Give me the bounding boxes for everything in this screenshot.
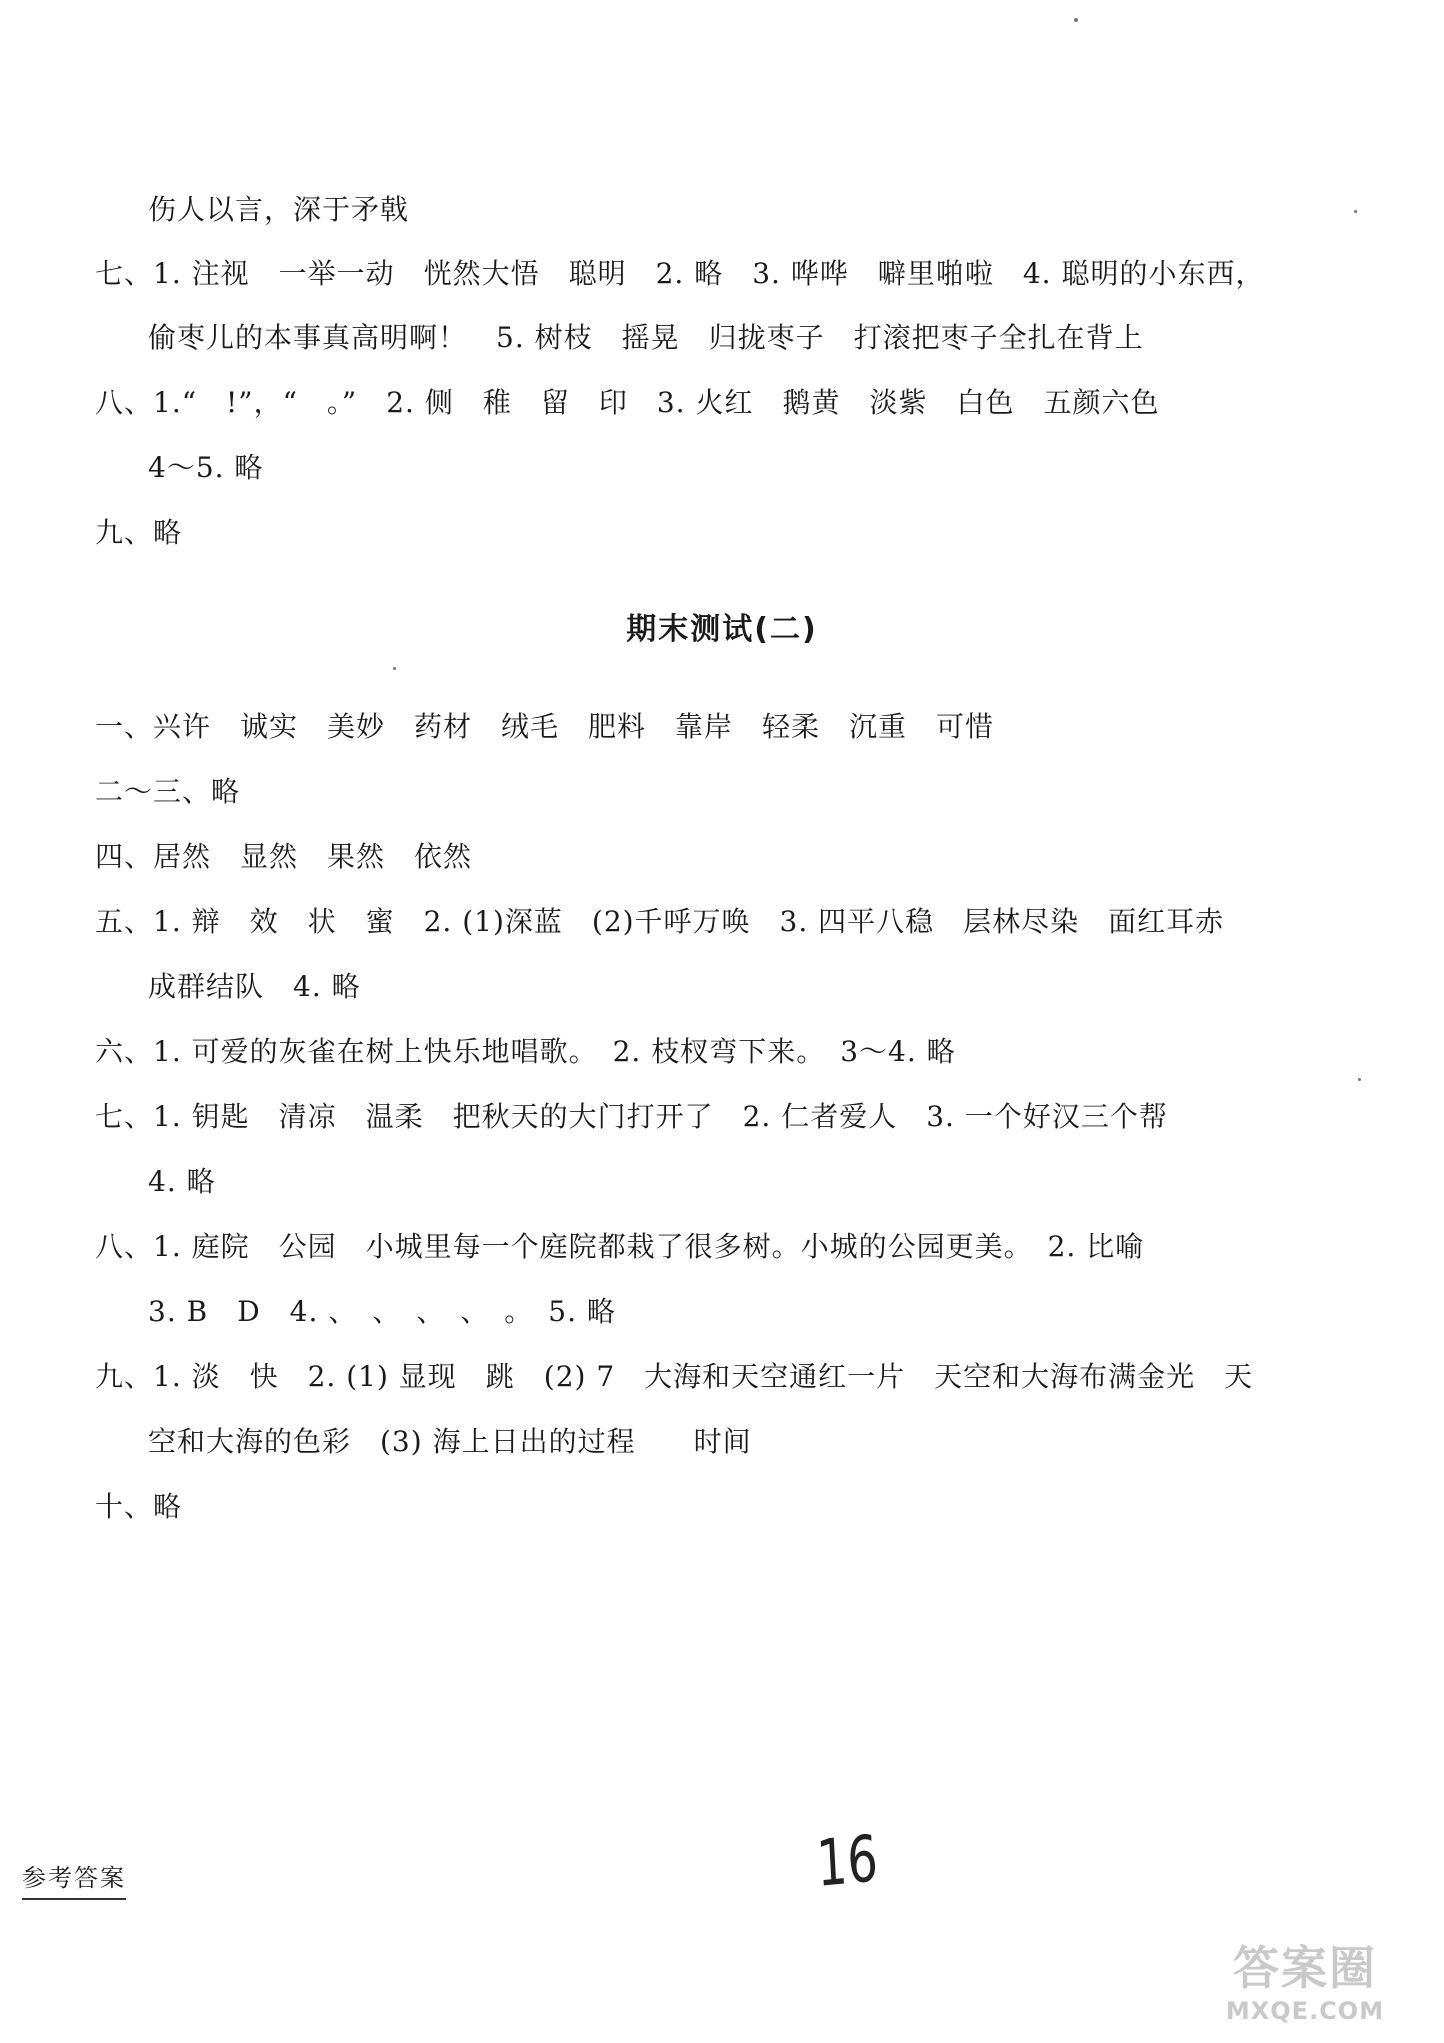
answer-line-qi-1-cont: 偷枣儿的本事真高明啊！ 5. 树枝 摇晃 归拢枣子 打滚把枣子全扎在背上 <box>148 321 1144 354</box>
answer-line-jiu-2-cont: 空和大海的色彩 (3) 海上日出的过程 时间 <box>148 1425 752 1458</box>
answer-line-jiu-2: 九、1. 淡 快 2. (1) 显现 跳 (2) 7 大海和天空通红一片 天空和大海布满金光 天 <box>95 1360 1254 1393</box>
answer-line-yi: 一、兴许 诚实 美妙 药材 绒毛 肥料 靠岸 轻柔 沉重 可惜 <box>95 710 995 743</box>
answer-line-liu: 六、1. 可爱的灰雀在树上快乐地唱歌。 2. 枝杈弯下来。 3～4. 略 <box>95 1035 956 1068</box>
answer-line-qi-2: 七、1. 钥匙 清凉 温柔 把秋天的大门打开了 2. 仁者爱人 3. 一个好汉三个帮 <box>95 1100 1168 1133</box>
answer-line-wu: 五、1. 辩 效 状 蜜 2. (1)深蓝 (2)千呼万唤 3. 四平八稳 层林尽染 面红耳赤 <box>95 905 1225 938</box>
answer-line-wu-cont: 成群结队 4. 略 <box>148 970 361 1003</box>
watermark-title: 答案圈 <box>1233 1941 1377 1995</box>
scan-speck <box>1354 210 1357 213</box>
answer-line-qi-1: 七、1. 注视 一举一动 恍然大悟 聪明 2. 略 3. 哗哗 噼里啪啦 4. 聪明的小东西， <box>95 257 1265 290</box>
footer-label: 参考答案 <box>22 1862 126 1900</box>
answer-line-qi-2-cont: 4. 略 <box>148 1165 216 1198</box>
scan-speck <box>393 667 396 670</box>
answer-line-er-san: 二～三、略 <box>95 775 241 808</box>
page-number: 16 <box>814 1822 880 1902</box>
watermark-url: MXQE.COM <box>1225 1997 1385 2025</box>
answer-line-ba-2: 八、1. 庭院 公园 小城里每一个庭院都栽了很多树。小城的公园更美。 2. 比喻 <box>95 1230 1145 1263</box>
scan-speck <box>1074 18 1078 22</box>
section-title: 期末测试(二) <box>626 612 818 647</box>
answer-line-shi: 十、略 <box>95 1490 183 1523</box>
answer-line-ba-2-cont: 3. B D 4. 、 、 、 、 。 5. 略 <box>148 1295 616 1328</box>
watermark-logo <box>1180 1940 1430 2035</box>
answer-line-jiu: 九、略 <box>95 516 183 549</box>
answer-line-ba-4-5: 4～5. 略 <box>148 451 264 484</box>
answer-line-shanren: 伤人以言，深于矛戟 <box>148 193 410 226</box>
scan-speck <box>1358 1078 1361 1081</box>
answer-line-ba-1: 八、1.“ !”，“ 。” 2. 侧 稚 留 印 3. 火红 鹅黄 淡紫 白色 五颜六色 <box>95 386 1160 419</box>
answer-line-si: 四、居然 显然 果然 依然 <box>95 840 473 873</box>
